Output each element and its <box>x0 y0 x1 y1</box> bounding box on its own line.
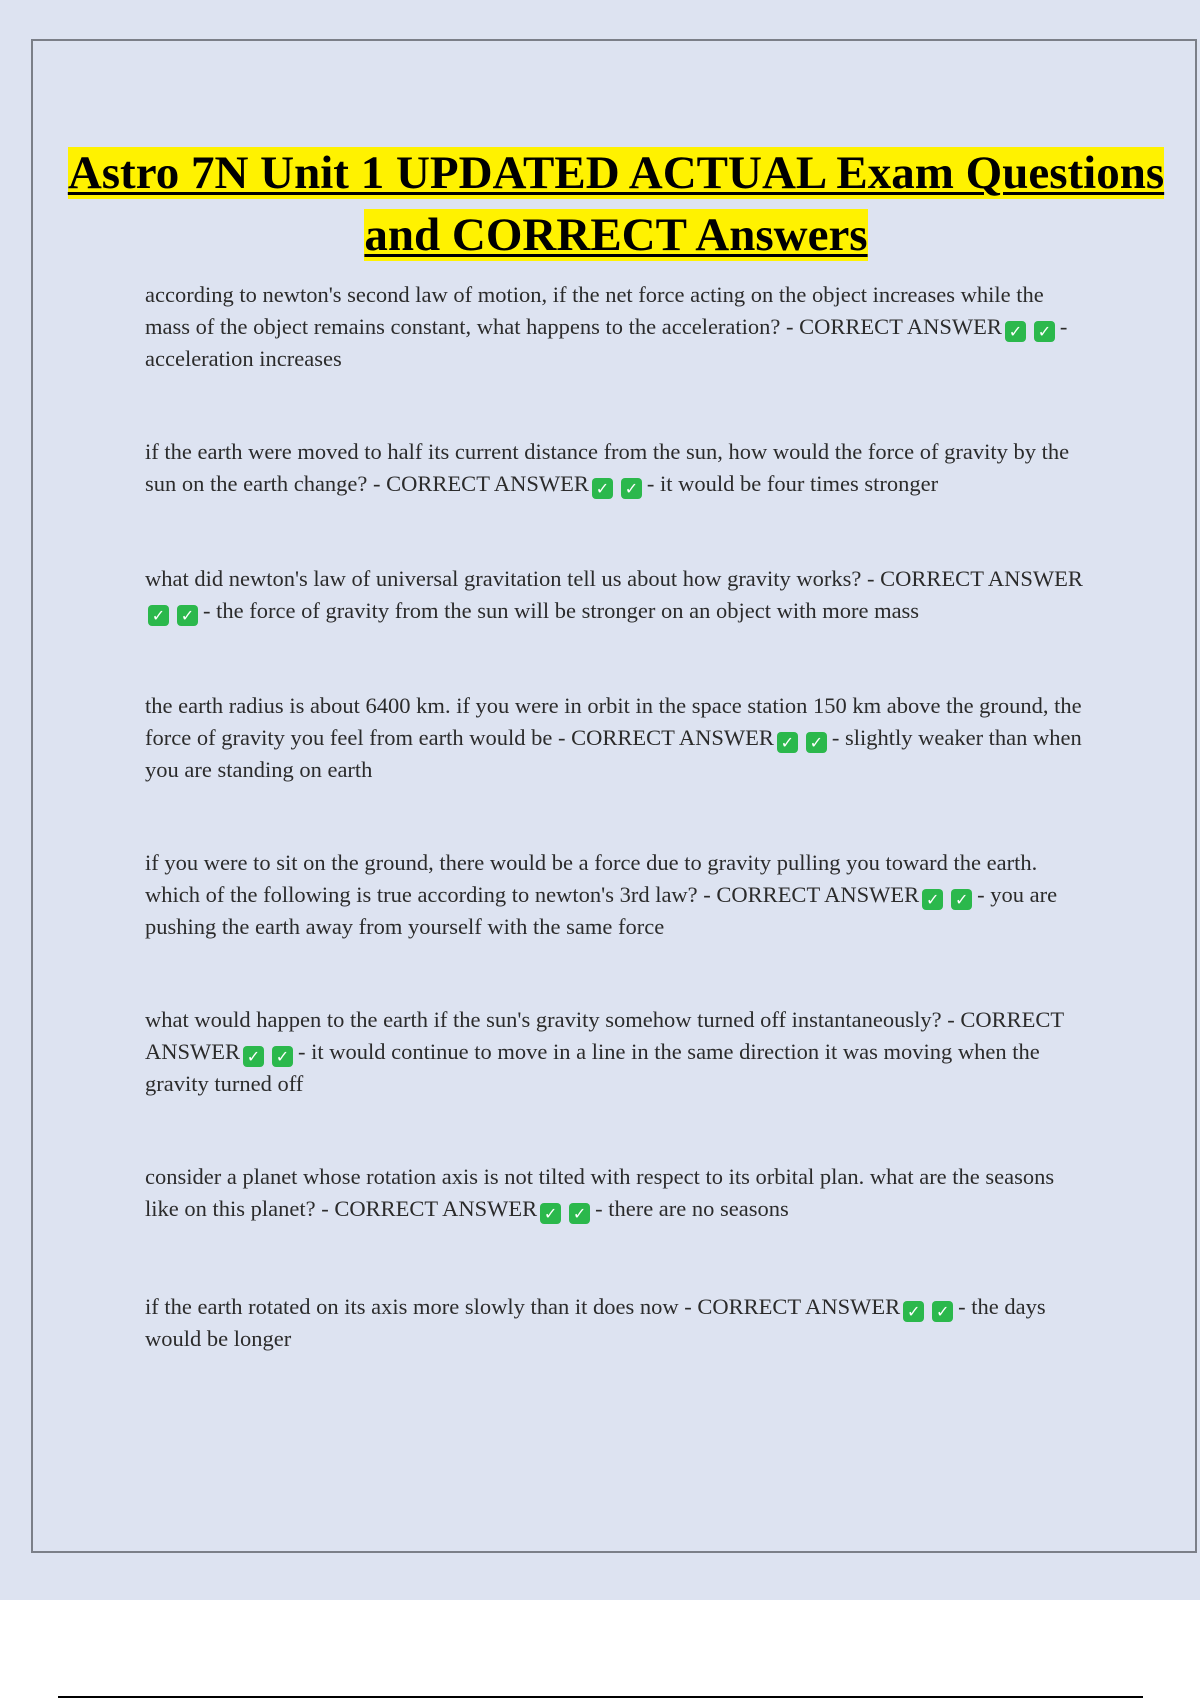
check-icon: ✓ <box>540 1203 561 1224</box>
question-text: if the earth were moved to half its current distance from the sun, how would the force of gravity by the sun on the earth change? <box>145 439 1070 496</box>
check-icon: ✓ <box>951 889 972 910</box>
question-text: what would happen to the earth if the sun's gravity somehow turned off instantaneously? <box>145 1007 942 1032</box>
check-icon: ✓ <box>806 732 827 753</box>
answer-text: you are pushing the earth away from yourself with the same force <box>145 882 1058 939</box>
answer-label: CORRECT ANSWER <box>386 471 589 496</box>
check-icon: ✓ <box>932 1301 953 1322</box>
answer-label: CORRECT ANSWER <box>334 1196 538 1221</box>
question-text: if you were to sit on the ground, there would be a force due to gravity pulling you toward the earth. which of the following is true according to newton's 3rd law? <box>145 850 1038 907</box>
answer-label: CORRECT ANSWER <box>799 314 1002 339</box>
check-icon: ✓ <box>777 732 798 753</box>
question-text: the earth radius is about 6400 km. if you were in orbit in the space station 150 km above the ground, the force of gravity you feel from earth would be <box>145 693 1082 750</box>
qa-item: if the earth rotated on its axis more slowly than it does now - CORRECT ANSWER ✓ ✓ - the days would be longer <box>145 1294 1046 1351</box>
check-icon: ✓ <box>148 605 169 626</box>
bottom-divider <box>58 1696 1143 1698</box>
question-text: according to newton's second law of motion, if the net force acting on the object increases while the mass of the object remains constant, what happens to the acceleration? <box>145 282 1044 339</box>
answer-label: CORRECT ANSWER <box>880 566 1083 591</box>
answer-text: acceleration increases <box>145 346 342 371</box>
answer-label: CORRECT ANSWER <box>571 725 774 750</box>
check-icon: ✓ <box>243 1046 264 1067</box>
qa-item: the earth radius is about 6400 km. if you were in orbit in the space station 150 km above the ground, the force of gravity you feel from earth would be - CORRECT ANSWER ✓ ✓ - slightly weaker than when you are standing on earth <box>145 693 1082 782</box>
answer-label: CORRECT ANSWER <box>145 1007 1064 1064</box>
question-text: what did newton's law of universal gravitation tell us about how gravity works? <box>145 566 862 591</box>
check-icon: ✓ <box>272 1046 293 1067</box>
check-icon: ✓ <box>922 889 943 910</box>
check-icon: ✓ <box>903 1301 924 1322</box>
qa-item: if the earth were moved to half its current distance from the sun, how would the force of gravity by the sun on the earth change? - CORRECT ANSWER ✓ ✓ - it would be four times stronger <box>145 439 1070 498</box>
qa-item: what did newton's law of universal gravitation tell us about how gravity works? - CORRECT ANSWER✓ ✓ - the force of gravity from the sun will be stronger on an object with more mass <box>145 566 1083 625</box>
answer-text: slightly weaker than when you are standing on earth <box>145 725 1082 782</box>
document-title <box>60 142 1172 266</box>
check-icon: ✓ <box>1005 321 1026 342</box>
question-text: consider a planet whose rotation axis is not tilted with respect to its orbital plan. what are the seasons like on this planet? <box>145 1164 1055 1221</box>
answer-text: there are no seasons <box>608 1196 789 1221</box>
document-title-text: Astro 7N Unit 1 UPDATED ACTUAL Exam Questions and CORRECT Answers <box>67 147 1165 261</box>
answer-text: it would continue to move in a line in the same direction it was moving when the gravity turned off <box>145 1039 1040 1096</box>
check-icon: ✓ <box>177 605 198 626</box>
answer-label: CORRECT ANSWER <box>716 882 920 907</box>
answer-text: the force of gravity from the sun will be stronger on an object with more mass <box>216 598 920 623</box>
qa-item: what would happen to the earth if the sun's gravity somehow turned off instantaneously? - CORRECT ANSWER ✓ ✓ - it would continue to move in a line in the same direction it was moving when the gravity turned off <box>145 1007 1064 1096</box>
check-icon: ✓ <box>592 478 613 499</box>
check-icon: ✓ <box>569 1203 590 1224</box>
answer-label: CORRECT ANSWER <box>697 1294 901 1319</box>
answer-text: the days would be longer <box>145 1294 1046 1351</box>
answer-text: it would be four times stronger <box>660 471 939 496</box>
question-text: if the earth rotated on its axis more slowly than it does now <box>145 1294 679 1319</box>
check-icon: ✓ <box>621 478 642 499</box>
check-icon: ✓ <box>1034 321 1055 342</box>
qa-item: consider a planet whose rotation axis is not tilted with respect to its orbital plan. what are the seasons like on this planet? - CORRECT ANSWER ✓ ✓ - there are no seasons <box>145 1164 1055 1223</box>
qa-item: according to newton's second law of motion, if the net force acting on the object increases while the mass of the object remains constant, what happens to the acceleration? - CORRECT ANSWER ✓ ✓ - acceleration increases <box>145 282 1068 371</box>
qa-item: if you were to sit on the ground, there would be a force due to gravity pulling you toward the earth. which of the following is true according to newton's 3rd law? - CORRECT ANSWER ✓ ✓ - you are pushing the earth away from yourself with the same force <box>145 850 1058 939</box>
